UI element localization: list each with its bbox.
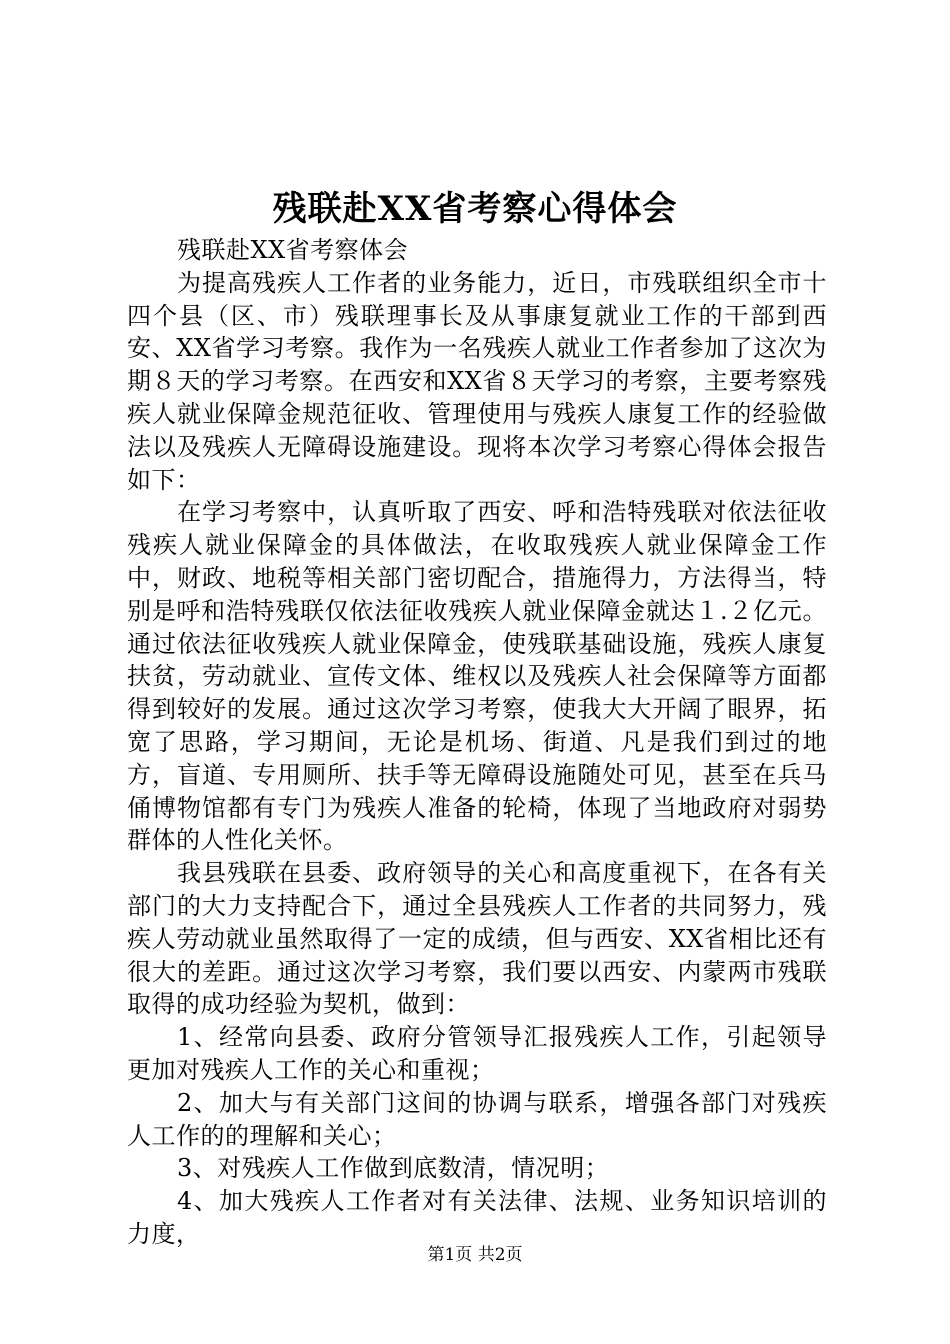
document-body [127,234,827,1251]
page-number-footer: 第1页 共2页 [427,1245,523,1265]
paragraph-observations: 在学习考察中，认真听取了西安、呼和浩特残联对依法征收残疾人就业保障金的具体做法，在收取残疾人就业保障金工作中，财政、地税等相关部门密切配合，措施得力，方法得当，特别是呼和浩特残联仅依法征收残疾人就业保障金就达１.２亿元。通过依法征收残疾人就业保障金，使残联基础设施，残疾人康复扶贫，劳动就业、宣传文体、维权以及残疾人社会保障等方面都得到较好的发展。通过这次学习考察，使我大大开阔了眼界，拓宽了思路，学习期间，无论是机场、街道、凡是我们到过的地方，盲道、专用厕所、扶手等无障碍设施随处可见，甚至在兵马俑博物馆都有专门为残疾人准备的轮椅，体现了当地政府对弱势群体的人性化关怀。 [127,498,827,855]
paragraph-intro: 为提高残疾人工作者的业务能力，近日，市残联组织全市十四个县（区、市）残联理事长及从事康复就业工作的干部到西安、XX省学习考察。我作为一名残疾人就业工作者参加了这次为期８天的学习考察。在西安和XX省８天学习的考察，主要考察残疾人就业保障金规范征收、管理使用与残疾人康复工作的经验做法以及残疾人无障碍设施建设。现将本次学习考察心得体会报告如下： [127,268,827,494]
list-item-4: 4、加大残疾人工作者对有关法律、法规、业务知识培训的力度， [127,1187,827,1248]
list-item-3: 3、对残疾人工作做到底数清，情况明； [177,1154,610,1183]
paragraph-subtitle: 残联赴XX省考察体会 [177,236,409,264]
paragraph-comparison: 我县残联在县委、政府领导的关心和高度重视下，在各有关部门的大力支持配合下，通过全县残疾人工作者的共同努力，残疾人劳动就业虽然取得了一定的成绩，但与西安、XX省相比还有很大的差距。通过这次学习考察，我们要以西安、内蒙两市残联取得的成功经验为契机，做到： [127,859,827,1019]
document-title: 残联赴XX省考察心得体会 [272,189,678,229]
list-item-2: 2、加大与有关部门这间的协调与联系，增强各部门对残疾人工作的的理解和关心； [127,1088,827,1150]
list-item-1: 1、经常向县委、政府分管领导汇报残疾人工作，引起领导更加对残疾人工作的关心和重视； [127,1023,827,1084]
